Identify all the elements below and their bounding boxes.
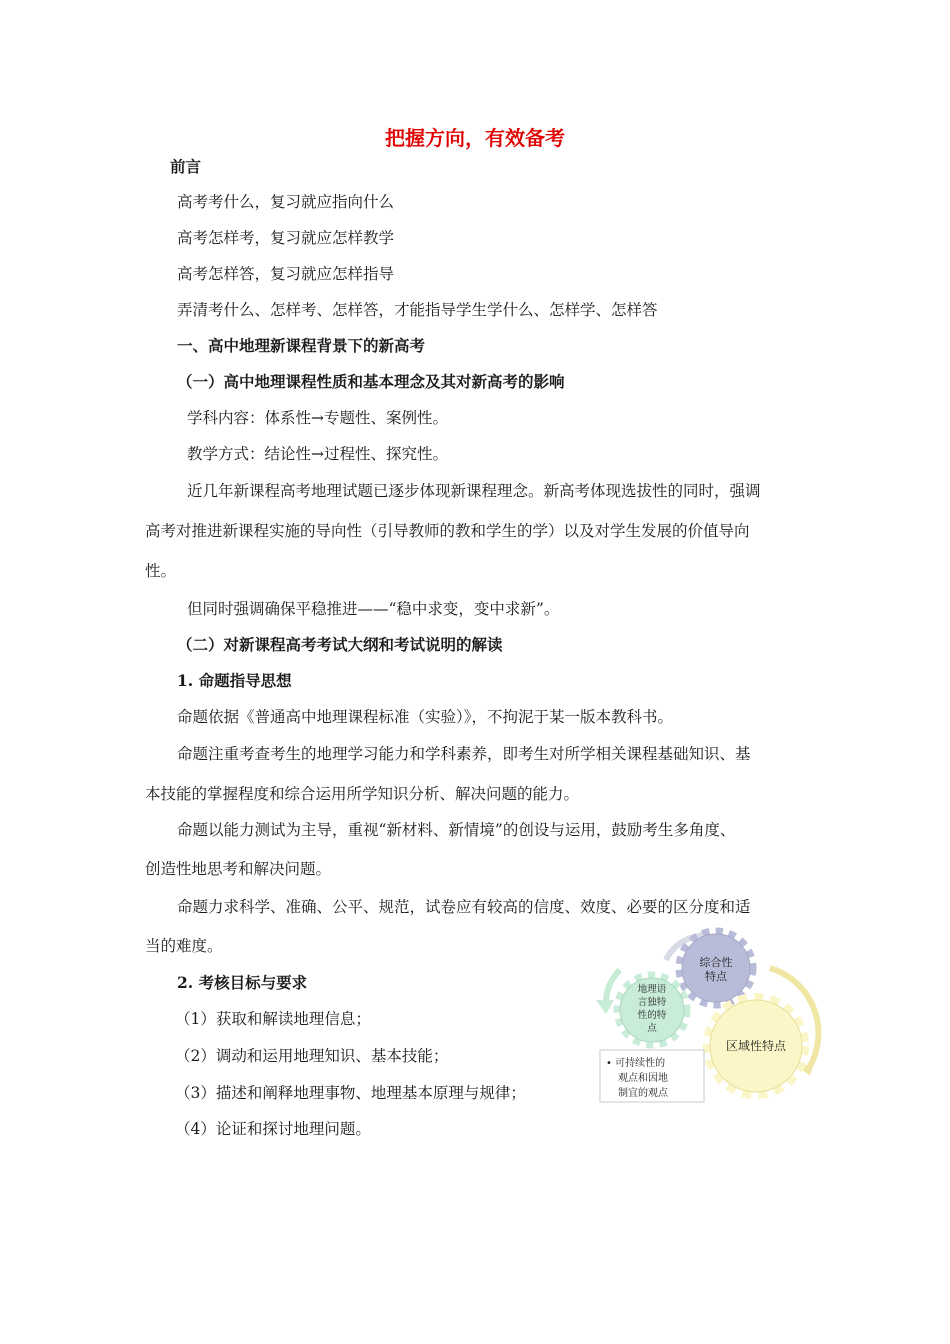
- gear-right-label: 区域性特点: [725, 1039, 787, 1053]
- section-heading: 一、高中地理新课程背景下的新高考: [177, 336, 426, 355]
- gear-diagram: [588, 926, 838, 1106]
- paragraph-line: 但同时强调确保平稳推进——“稳中求变，变中求新”。: [187, 600, 560, 618]
- subsection-heading: （一）高中地理课程性质和基本理念及其对新高考的影响: [177, 372, 565, 391]
- box-line-1: • 可持续性的: [606, 1058, 666, 1069]
- list-item: （2）调动和运用地理知识、基本技能；: [175, 1047, 449, 1065]
- preface-line: 高考怎样考，复习就应怎样教学: [177, 229, 395, 247]
- paragraph-line: 创造性地思考和解决问题。: [145, 860, 332, 878]
- point-heading: 1. 命题指导思想: [177, 671, 292, 690]
- list-item: （3）描述和阐释地理事物、地理基本原理与规律；: [175, 1084, 526, 1102]
- content-item: 学科内容：体系性→专题性、案例性。: [187, 409, 448, 427]
- paragraph-line: 高考对推进新课程实施的导向性（引导教师的教和学生的学）以及对学生发展的价值导向: [145, 522, 750, 540]
- gear-right: [708, 998, 804, 1094]
- paragraph-line: 命题依据《普通高中地理课程标准（实验）》，不拘泥于某一版本教科书。: [177, 708, 674, 726]
- gear-left-label-4: 点: [647, 1023, 657, 1034]
- paragraph-line: 性。: [145, 562, 177, 580]
- paragraph-line: 命题以能力测试为主导，重视“新材料、新情境”的创设与运用，鼓励考生多角度、: [177, 821, 736, 839]
- gear-left-label-2: 言独特: [637, 997, 667, 1008]
- document-title: 把握方向，有效备考: [385, 126, 565, 150]
- subsection-heading: （二）对新课程高考考试大纲和考试说明的解读: [177, 635, 503, 654]
- list-item: （1）获取和解读地理信息；: [175, 1010, 371, 1028]
- content-item: 教学方式：结论性→过程性、探究性。: [187, 445, 448, 463]
- box-line-3: 制宜的观点: [618, 1088, 668, 1099]
- paragraph-line: 当的难度。: [145, 937, 223, 955]
- gear-left: [618, 976, 686, 1044]
- gear-top-label-2: 特点: [705, 970, 727, 983]
- sustainability-box: [600, 1050, 704, 1102]
- gear-top: [680, 932, 752, 1004]
- preface-heading: 前言: [170, 157, 202, 176]
- paragraph-line: 近几年新课程高考地理试题已逐步体现新课程理念。新高考体现选拔性的同时，强调: [187, 482, 761, 500]
- list-item: （4）论证和探讨地理问题。: [175, 1120, 371, 1138]
- box-line-2: 观点和因地: [618, 1073, 668, 1084]
- arrow-left-head: [596, 1000, 614, 1014]
- paragraph-line: 本技能的掌握程度和综合运用所学知识分析、解决问题的能力。: [145, 785, 580, 803]
- gear-left-label-1: 地理语: [637, 984, 667, 995]
- paragraph-line: 命题力求科学、准确、公平、规范，试卷应有较高的信度、效度、必要的区分度和适: [177, 898, 751, 916]
- paragraph-line: 命题注重考查考生的地理学习能力和学科素养，即考生对所学相关课程基础知识、基: [177, 745, 751, 763]
- preface-line: 弄清考什么、怎样考、怎样答，才能指导学生学什么、怎样学、怎样答: [177, 301, 658, 319]
- preface-line: 高考怎样答，复习就应怎样指导: [177, 265, 395, 283]
- preface-line: 高考考什么，复习就应指向什么: [177, 193, 395, 211]
- gear-left-label-3: 性的特: [637, 1010, 667, 1021]
- gear-top-label-1: 综合性: [699, 956, 733, 969]
- point-heading: 2. 考核目标与要求: [177, 973, 308, 992]
